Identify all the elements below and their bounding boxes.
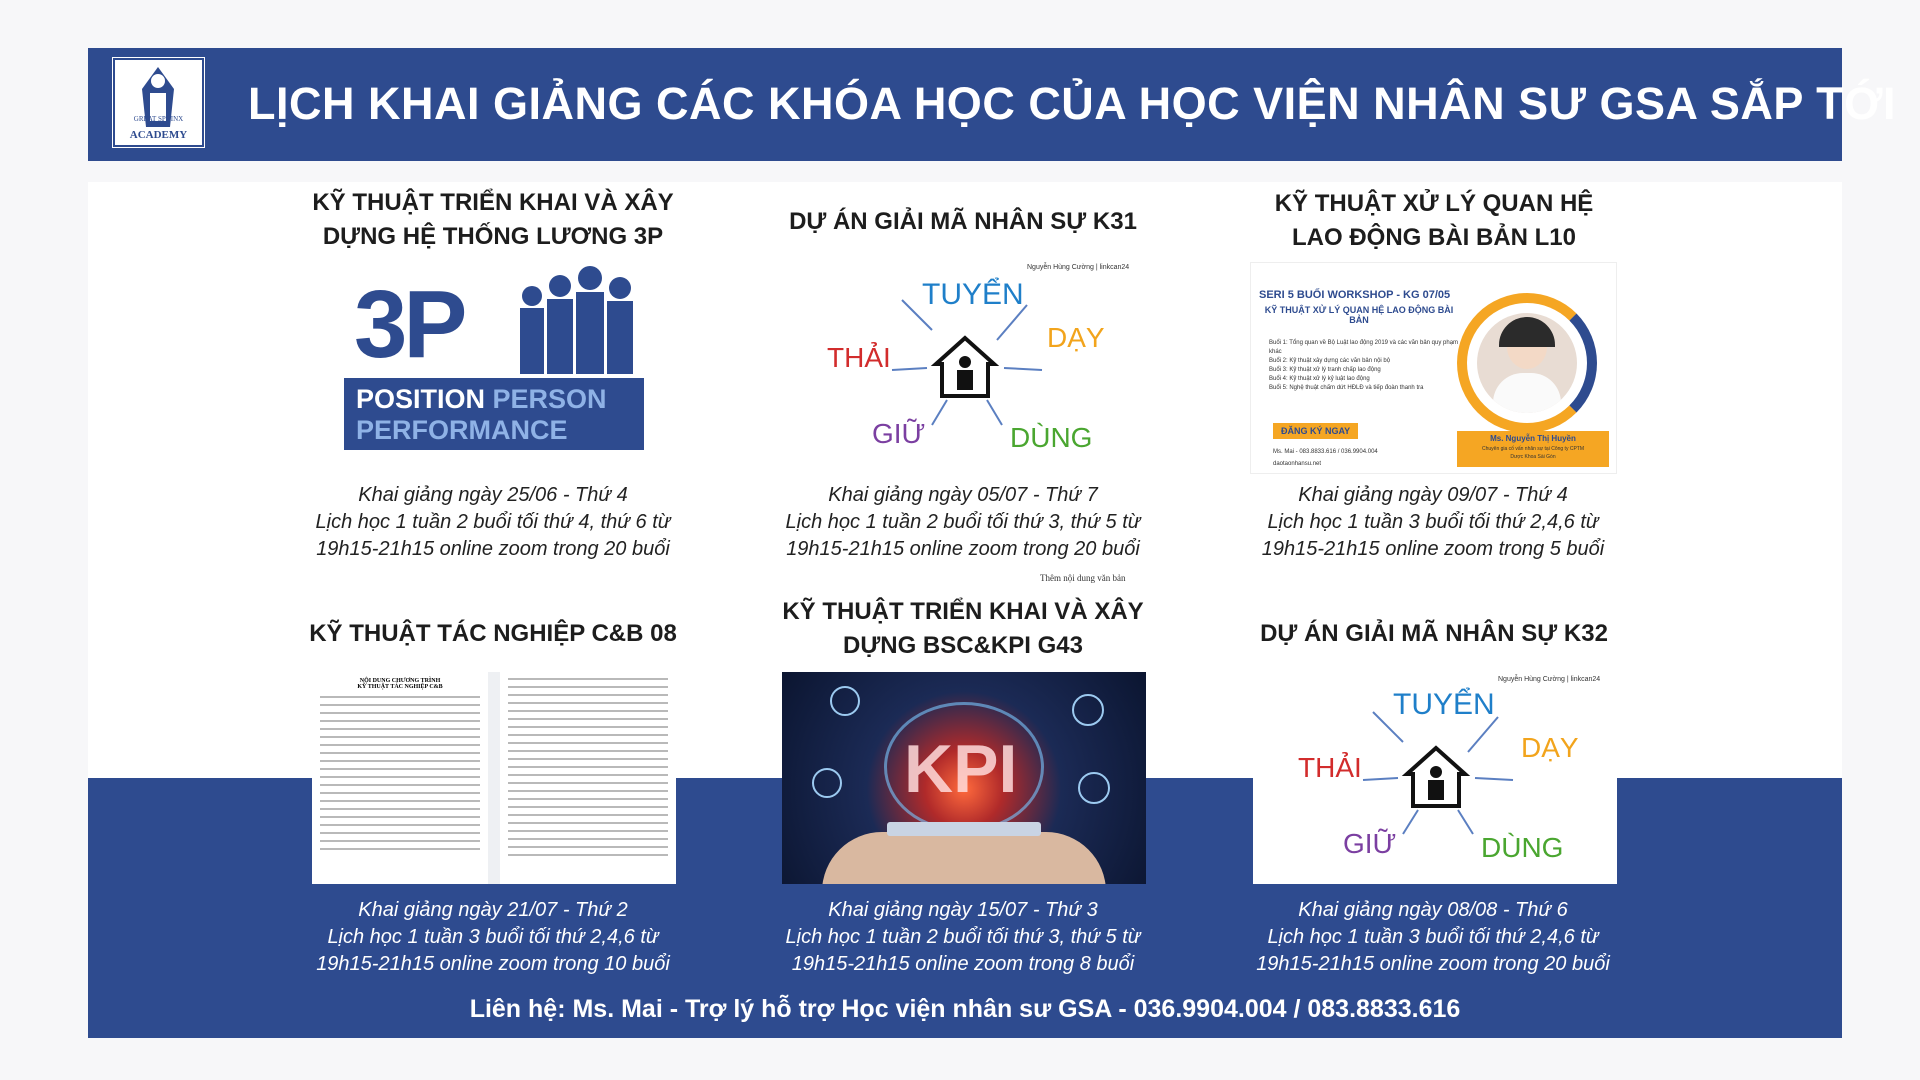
bullet-5: Buổi 5: Nghệ thuật chấm dứt HĐLĐ và tiếp đoàn thanh tra <box>1269 385 1424 391</box>
course-1-image <box>312 260 682 470</box>
course-5-title <box>753 595 1173 663</box>
people-icon <box>512 266 642 376</box>
speaker-role2: Dược Khoa Sài Gòn <box>1510 454 1556 460</box>
course-4-title-line1: KỸ THUẬT TÁC NGHIỆP C&B 08 <box>309 620 677 647</box>
course-6-title-line1: DỰ ÁN GIẢI MÃ NHÂN SỰ K32 <box>1260 620 1608 647</box>
3p-performance: PERFORMANCE <box>356 415 568 445</box>
course-5-image <box>782 672 1146 884</box>
course-5-title-line2: DỰNG BSC&KPI G43 <box>843 632 1083 659</box>
word-giu-2: GIỮ <box>1343 828 1397 859</box>
kpi-gear-icon <box>812 768 842 798</box>
logo-text-top: GREAT SPHINX <box>133 115 184 123</box>
course-3-start: Khai giảng ngày 09/07 - Thứ 4 <box>1298 484 1568 506</box>
kpi-node-icon <box>830 686 860 716</box>
doc-title1: NỘI DUNG CHƯƠNG TRÌNH <box>359 678 441 684</box>
course-4-duration: 19h15-21h15 online zoom trong 10 buổi <box>316 953 670 975</box>
page-title: LỊCH KHAI GIẢNG CÁC KHÓA HỌC CỦA HỌC VIỆN NHÂN SƯ GSA SẮP TỚI <box>248 78 1896 129</box>
course-2-duration: 19h15-21h15 online zoom trong 20 buổi <box>786 538 1140 560</box>
course-1-schedule: Lịch học 1 tuần 2 buổi tối thứ 4, thứ 6 từ <box>315 511 671 533</box>
workshop-heading: KỸ THUẬT XỬ LÝ QUAN HỆ LAO ĐỘNG BÀI BẢN <box>1264 305 1454 325</box>
course-2-schedule: Lịch học 1 tuần 2 buổi tối thứ 3, thứ 5 từ <box>785 511 1141 533</box>
course-5-duration: 19h15-21h15 online zoom trong 8 buổi <box>791 953 1135 975</box>
course-3-title-line2: LAO ĐỘNG BÀI BẢN L10 <box>1291 224 1576 251</box>
arrows-icon-2 <box>1253 672 1617 884</box>
course-6-schedule: Lịch học 1 tuần 3 buổi tối thứ 2,4,6 từ <box>1267 926 1599 948</box>
word-day-2: DẠY <box>1521 732 1579 763</box>
speaker-role1: Chuyên gia cố vấn nhân sự tại Công ty CPTM <box>1481 446 1584 452</box>
course-4-title <box>283 617 703 651</box>
word-dung: DÙNG <box>1010 422 1093 453</box>
course-5-title-line1: KỸ THUẬT TRIỂN KHAI VÀ XÂY <box>782 598 1144 625</box>
bullet-3: Buổi 3: Kỹ thuật xử lý tranh chấp lao động <box>1269 367 1381 373</box>
word-giu: GIỮ <box>872 418 926 449</box>
workshop-contact: Ms. Mai - 083.8833.616 / 036.9904.004 <box>1273 449 1378 455</box>
workshop-site: daotaonhansu.net <box>1273 461 1322 467</box>
course-6-info <box>1213 897 1653 978</box>
course-6-author: Nguyễn Hùng Cường | linkcan24 <box>1498 676 1601 683</box>
course-6-title <box>1224 617 1644 651</box>
doc-page-right <box>500 672 676 884</box>
3p-banner-line1 <box>356 384 607 415</box>
course-5-info <box>743 897 1183 978</box>
word-tuyen-2: TUYỂN <box>1393 688 1495 721</box>
bullet-2: Buổi 2: Kỹ thuật xây dựng các văn bản nội bộ <box>1269 358 1391 364</box>
logo-text-bottom: ACADEMY <box>129 129 188 141</box>
bullet-1: Buổi 1: Tổng quan về Bộ Luật lao động 2019 và các văn bản quy phạm khác <box>1269 340 1459 355</box>
course-6-duration: 19h15-21h15 online zoom trong 20 buổi <box>1256 953 1610 975</box>
course-1-start: Khai giảng ngày 25/06 - Thứ 4 <box>358 484 628 506</box>
course-5-schedule: Lịch học 1 tuần 2 buổi tối thứ 3, thứ 5 từ <box>785 926 1141 948</box>
course-6-image <box>1253 672 1617 884</box>
workshop-series: SERI 5 BUỔI WORKSHOP - KG 07/05 <box>1259 289 1451 301</box>
register-button: ĐĂNG KÝ NGAY <box>1273 423 1358 439</box>
course-1-info <box>273 482 713 563</box>
course-2-info <box>743 482 1183 563</box>
course-3-info <box>1213 482 1653 563</box>
arrows-icon <box>782 260 1144 475</box>
kpi-word: KPI <box>904 731 1018 807</box>
course-3-title <box>1224 187 1644 255</box>
course-3-title-line1: KỸ THUẬT XỬ LÝ QUAN HỆ <box>1274 190 1594 217</box>
word-dung-2: DÙNG <box>1481 832 1564 863</box>
speaker-name: Ms. Nguyễn Thị Huyền <box>1490 434 1576 443</box>
course-4-info <box>273 897 713 978</box>
3p-logo-text: 3P <box>354 271 464 378</box>
3p-person: PERSON <box>492 384 607 414</box>
course-3-image <box>1250 262 1617 474</box>
course-1-title-line1: KỸ THUẬT TRIỂN KHAI VÀ XÂY <box>312 189 674 216</box>
doc-title2: KỸ THUẬT TÁC NGHIỆP C&B <box>357 684 443 690</box>
course-1-title-line2: DỰNG HỆ THỐNG LƯƠNG 3P <box>322 223 664 250</box>
course-6-start: Khai giảng ngày 08/08 - Thứ 6 <box>1298 899 1568 921</box>
workshop-bullets <box>1269 339 1469 393</box>
word-thai: THẢI <box>827 342 891 373</box>
academy-logo <box>112 57 205 148</box>
kpi-team-icon <box>1078 772 1110 804</box>
course-4-schedule: Lịch học 1 tuần 3 buổi tối thứ 2,4,6 từ <box>327 926 659 948</box>
course-2-author: Nguyễn Hùng Cường | linkcan24 <box>1027 264 1130 271</box>
doc-page-left <box>312 672 488 884</box>
course-4-start: Khai giảng ngày 21/07 - Thứ 2 <box>358 899 628 921</box>
course-1-duration: 19h15-21h15 online zoom trong 20 buổi <box>316 538 670 560</box>
course-3-schedule: Lịch học 1 tuần 3 buổi tối thứ 2,4,6 từ <box>1267 511 1599 533</box>
course-2-image <box>782 260 1144 475</box>
course-2-start: Khai giảng ngày 05/07 - Thứ 7 <box>828 484 1098 506</box>
hands-shape <box>822 832 1106 884</box>
3p-position: POSITION <box>356 384 486 414</box>
contact-line: Liên hệ: Ms. Mai - Trợ lý hỗ trợ Học viện nhân sư GSA - 036.9904.004 / 083.8833.616 <box>469 995 1461 1023</box>
course-3-duration: 19h15-21h15 online zoom trong 5 buổi <box>1261 538 1605 560</box>
speaker-photo <box>1477 313 1577 413</box>
word-thai-2: THẢI <box>1298 752 1362 783</box>
tiny-note: Thêm nội dung văn bản <box>1040 573 1126 583</box>
course-2-title <box>753 205 1173 239</box>
course-5-start: Khai giảng ngày 15/07 - Thứ 3 <box>828 899 1098 921</box>
kpi-chart-icon <box>1072 694 1104 726</box>
word-tuyen: TUYỂN <box>922 278 1024 311</box>
tablet-shape <box>887 822 1041 836</box>
word-day: DẠY <box>1047 322 1105 353</box>
course-1-title <box>283 186 703 254</box>
course-4-image <box>312 672 676 884</box>
bullet-4: Buổi 4: Kỹ thuật xử lý kỷ luật lao động <box>1269 376 1370 382</box>
course-2-title-line1: DỰ ÁN GIẢI MÃ NHÂN SỰ K31 <box>789 208 1137 235</box>
